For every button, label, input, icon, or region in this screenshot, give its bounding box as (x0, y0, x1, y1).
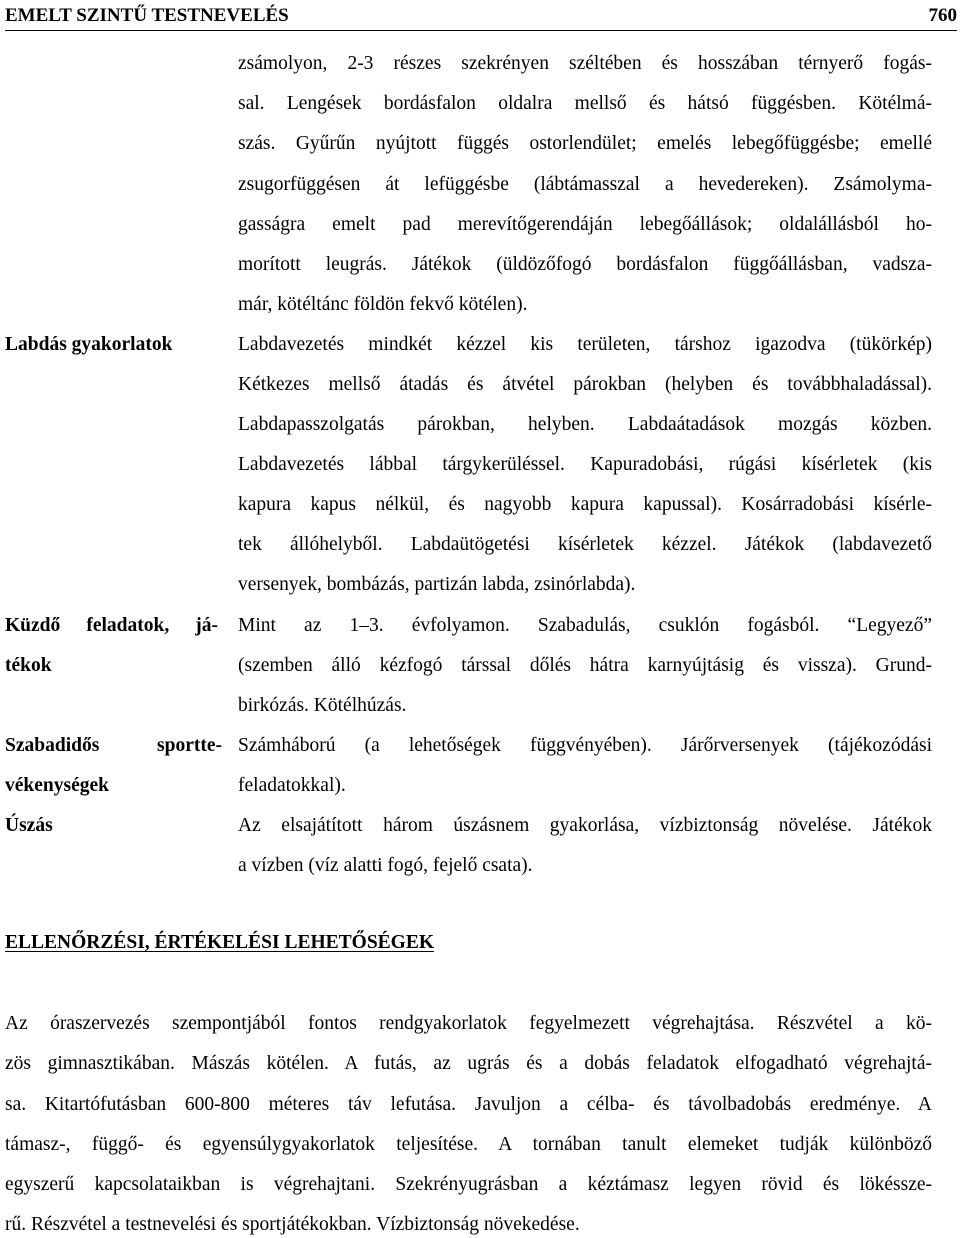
text-line: Az óraszervezés szempontjából fontos rendgyakorlatok fegyelmezett végrehajtása. Részvétel a kö- (5, 1013, 932, 1034)
text-line: egyszerű kapcsolataikban is végrehajtani. Szekrényugrásban a kéztámasz legyen rövid és lökéssze- (5, 1174, 932, 1195)
section-label: tékok (5, 655, 52, 676)
text-line: versenyek, bombázás, partizán labda, zsinórlabda). (238, 574, 636, 595)
text-line: kapura kapus nélkül, és nagyobb kapura kapussal). Kosárradobási kísérle- (238, 494, 932, 515)
section-label: vékenységek (5, 775, 109, 796)
section-label: Úszás (5, 815, 53, 836)
text-line: Kétkezes mellső átadás és átvétel párokban (helyben és továbbhaladással). (238, 374, 932, 395)
text-line: feladatokkal). (238, 775, 346, 796)
text-line: morított leugrás. Játékok (üldözőfogó bordásfalon függőállásban, vadsza- (238, 254, 932, 275)
text-line: Az elsajátított három úszásnem gyakorlása, vízbiztonság növelése. Játékok (238, 815, 932, 836)
text-line: zsámolyon, 2-3 részes szekrényen széltében és hosszában térnyerő fogás- (238, 53, 932, 74)
text-line: gasságra emelt pad merevítőgerendáján lebegőállások; oldalállásból ho- (238, 214, 932, 235)
text-line: Labdapasszolgatás párokban, helyben. Labdaátadások mozgás közben. (238, 414, 932, 435)
page-header (5, 4, 957, 31)
text-line: birkózás. Kötélhúzás. (238, 695, 407, 716)
text-line: támasz-, függő- és egyensúlygyakorlatok teljesítése. A tornában tanult elemeket tudják különböző (5, 1134, 932, 1155)
text-line: sa. Kitartófutásban 600-800 méteres táv lefutása. Javuljon a célba- és távolbadobás eredménye. A (5, 1094, 932, 1115)
text-line: a vízben (víz alatti fogó, fejelő csata). (238, 855, 533, 876)
text-line: zös gimnasztikában. Mászás kötélen. A futás, az ugrás és a dobás feladatok elfogadható végrehajtá- (5, 1053, 932, 1074)
text-line: tek állóhelyből. Labdaütögetési kísérletek kézzel. Játékok (labdavezető (238, 534, 932, 555)
text-line: szás. Gyűrűn nyújtott függés ostorlendület; emelés lebegőfüggésbe; emellé (238, 133, 932, 154)
evaluation-heading: ELLENŐRZÉSI, ÉRTÉKELÉSI LEHETŐSÉGEK (5, 932, 435, 953)
text-line: Számháború (a lehetőségek függvényében). Járőrversenyek (tájékozódási (238, 735, 932, 756)
text-line: sal. Lengések bordásfalon oldalra mellső és hátsó függésben. Kötélmá- (238, 93, 932, 114)
header-title: EMELT SZINTŰ TESTNEVELÉS (5, 5, 289, 26)
section-label: Szabadidős sportte- (5, 735, 222, 756)
text-line: Labdavezetés lábbal tárgykerüléssel. Kapuradobási, rúgási kísérletek (kis (238, 454, 932, 475)
text-line: zsugorfüggésen át lefüggésbe (lábtámasszal a hevedereken). Zsámolyma- (238, 174, 932, 195)
text-line: (szemben álló kézfogó társsal dőlés hátra karnyújtásig és vissza). Grund- (238, 655, 932, 676)
text-line: Labdavezetés mindkét kézzel kis területen, társhoz igazodva (tükörkép) (238, 334, 932, 355)
section-label: Küzdő feladatok, já- (5, 615, 218, 636)
section-label: Labdás gyakorlatok (5, 334, 173, 355)
page-number: 760 (928, 5, 957, 26)
text-line: Mint az 1–3. évfolyamon. Szabadulás, csuklón fogásból. “Legyező” (238, 615, 932, 636)
text-line: már, kötéltánc földön fekvő kötélen). (238, 294, 528, 315)
text-line: rű. Részvétel a testnevelési és sportjátékokban. Vízbiztonság növekedése. (5, 1214, 580, 1235)
